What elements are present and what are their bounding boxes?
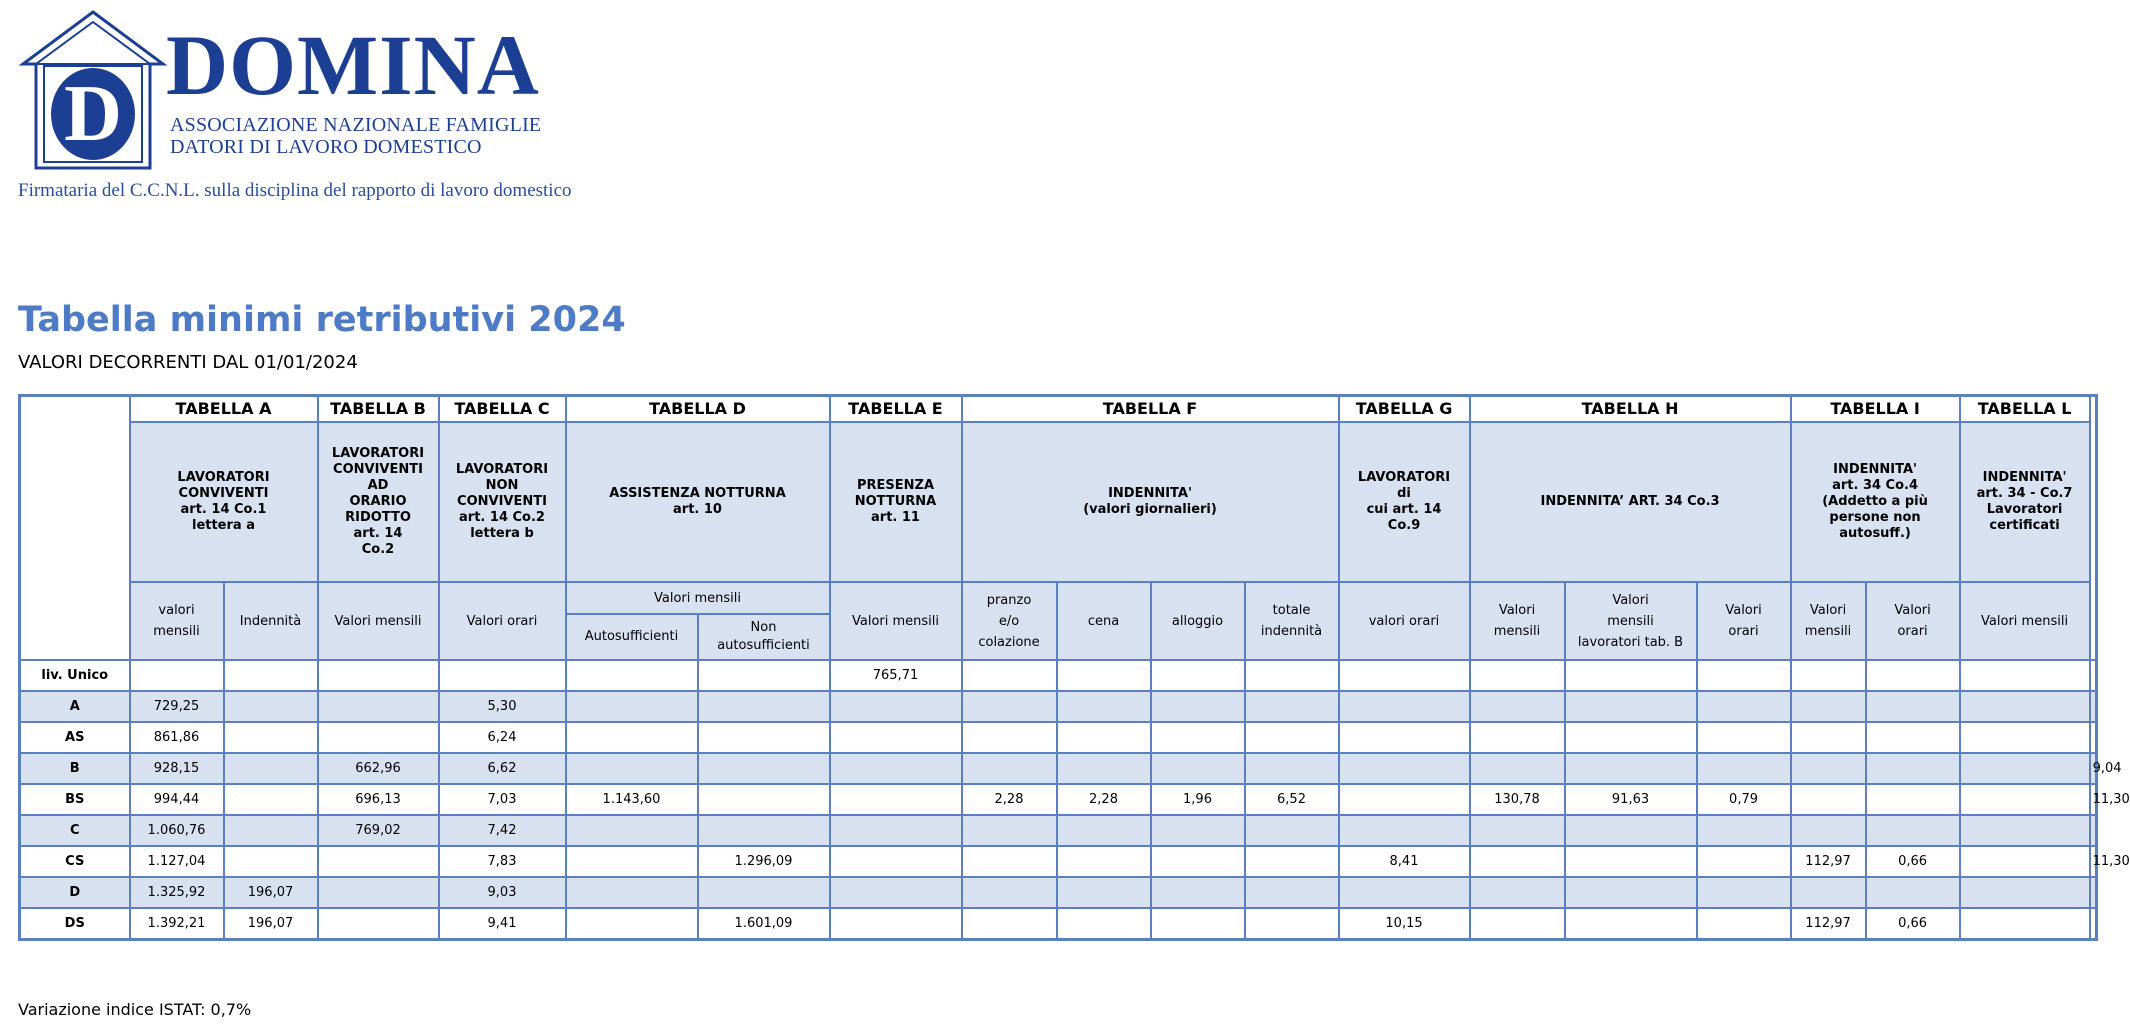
corner-cell <box>20 396 130 661</box>
table-cell <box>1245 815 1339 846</box>
group-header: TABELLA H <box>1470 396 1791 423</box>
table-cell <box>830 722 962 753</box>
table-row <box>20 846 2097 877</box>
table-cell <box>1960 908 2090 940</box>
table-cell <box>1151 691 1245 722</box>
table-cell <box>1339 815 1470 846</box>
table-cell <box>1565 753 1697 784</box>
table-cell <box>1791 722 1866 753</box>
table-cell <box>318 722 439 753</box>
table-cell: 662,96 <box>318 753 439 784</box>
column-header: Valori mensili <box>1960 582 2090 660</box>
table-cell <box>1565 908 1697 940</box>
group-header: TABELLA F <box>962 396 1339 423</box>
column-header: Valori orari <box>439 582 566 660</box>
table-cell <box>1151 722 1245 753</box>
wage-table <box>18 394 2130 941</box>
table-cell <box>1151 877 1245 908</box>
table-cell: 5,30 <box>439 691 566 722</box>
table-cell <box>962 846 1057 877</box>
table-cell: 7,83 <box>439 846 566 877</box>
column-header: Valori orari <box>1866 582 1960 660</box>
table-cell <box>1565 691 1697 722</box>
table-cell <box>2090 722 2097 753</box>
table-cell <box>830 691 962 722</box>
column-header: pranzo e/o colazione <box>962 582 1057 660</box>
table-cell <box>2090 691 2097 722</box>
table-cell <box>224 753 318 784</box>
table-cell <box>566 877 698 908</box>
table-cell: 6,24 <box>439 722 566 753</box>
table-cell <box>1470 846 1565 877</box>
table-cell <box>318 691 439 722</box>
table-cell <box>962 660 1057 691</box>
table-cell <box>1565 877 1697 908</box>
table-cell <box>1866 691 1960 722</box>
table-cell <box>566 815 698 846</box>
table-cell <box>1245 846 1339 877</box>
table-cell: 7,03 <box>439 784 566 815</box>
table-cell <box>1960 722 2090 753</box>
table-cell <box>830 815 962 846</box>
table-cell <box>224 815 318 846</box>
table-cell <box>1151 846 1245 877</box>
brand-line-1: ASSOCIAZIONE NAZIONALE FAMIGLIE <box>170 114 542 136</box>
table-cell <box>1339 691 1470 722</box>
table-cell <box>698 722 830 753</box>
row-level: A <box>20 691 130 722</box>
column-header: Valori mensili <box>566 582 830 614</box>
table-cell: 196,07 <box>224 877 318 908</box>
table-cell <box>566 753 698 784</box>
table-cell <box>1565 846 1697 877</box>
table-cell <box>224 846 318 877</box>
group-description: INDENNITA’ ART. 34 Co.3 <box>1470 422 1791 582</box>
table-cell: 1.325,92 <box>130 877 224 908</box>
group-header: TABELLA G <box>1339 396 1470 423</box>
table-row <box>20 753 2097 784</box>
table-cell <box>1245 908 1339 940</box>
table-cell <box>1697 753 1791 784</box>
group-header: TABELLA A <box>130 396 318 423</box>
table-cell <box>1697 722 1791 753</box>
group-description: PRESENZA NOTTURNA art. 11 <box>830 422 962 582</box>
table-cell <box>1866 815 1960 846</box>
group-header-row <box>20 396 2097 423</box>
table-cell <box>1866 660 1960 691</box>
table-cell <box>318 660 439 691</box>
table-cell: 8,41 <box>1339 846 1470 877</box>
column-header: Valori mensili <box>1470 582 1565 660</box>
table-row <box>20 784 2097 815</box>
column-header: Indennità <box>224 582 318 660</box>
table-cell: 10,15 <box>1339 908 1470 940</box>
group-description: INDENNITA' art. 34 Co.4 (Addetto a più persone non autosuff.) <box>1791 422 1960 582</box>
subheader-row <box>20 582 2097 614</box>
table-cell <box>1057 846 1151 877</box>
table-cell: 928,15 <box>130 753 224 784</box>
table-cell: 9,04 <box>2090 753 2097 784</box>
table-cell: 9,03 <box>439 877 566 908</box>
table-cell: 1.392,21 <box>130 908 224 940</box>
table-cell <box>962 877 1057 908</box>
table-cell: 994,44 <box>130 784 224 815</box>
group-description: ASSISTENZA NOTTURNA art. 10 <box>566 422 830 582</box>
table-cell <box>1057 753 1151 784</box>
table-cell: 130,78 <box>1470 784 1565 815</box>
table-cell <box>1245 660 1339 691</box>
table-cell <box>962 722 1057 753</box>
table-cell <box>1866 877 1960 908</box>
column-header: valori mensili <box>130 582 224 660</box>
table-cell: 7,42 <box>439 815 566 846</box>
row-level: D <box>20 877 130 908</box>
table-cell <box>1697 846 1791 877</box>
table-cell <box>1470 660 1565 691</box>
table-cell <box>566 846 698 877</box>
table-cell: 1.060,76 <box>130 815 224 846</box>
brand-line-2: DATORI DI LAVORO DOMESTICO <box>170 136 482 158</box>
table-cell <box>1791 660 1866 691</box>
table-cell: 6,52 <box>1245 784 1339 815</box>
table-cell: 112,97 <box>1791 846 1866 877</box>
table-cell <box>1960 846 2090 877</box>
row-level: CS <box>20 846 130 877</box>
table-cell <box>1245 877 1339 908</box>
table-cell: 2,28 <box>962 784 1057 815</box>
table-cell <box>130 660 224 691</box>
table-row <box>20 691 2097 722</box>
table-cell: 91,63 <box>1565 784 1697 815</box>
table-cell: 0,66 <box>1866 908 1960 940</box>
table-row <box>20 722 2097 753</box>
table-cell <box>566 722 698 753</box>
group-description: INDENNITA' art. 34 - Co.7 Lavoratori certificati <box>1960 422 2090 582</box>
table-row <box>20 877 2097 908</box>
table-cell: 1.143,60 <box>566 784 698 815</box>
table-cell <box>1339 660 1470 691</box>
table-cell <box>1470 722 1565 753</box>
table-cell <box>1057 722 1151 753</box>
table-cell <box>1960 815 2090 846</box>
table-cell: 9,41 <box>439 908 566 940</box>
table-cell: 861,86 <box>130 722 224 753</box>
table-cell <box>1960 753 2090 784</box>
table-cell <box>1339 722 1470 753</box>
table-cell <box>1565 722 1697 753</box>
table-cell <box>1470 753 1565 784</box>
table-cell <box>698 877 830 908</box>
row-level: B <box>20 753 130 784</box>
table-cell: 765,71 <box>830 660 962 691</box>
group-header: TABELLA C <box>439 396 566 423</box>
table-cell: 1.127,04 <box>130 846 224 877</box>
column-header: Non autosufficienti <box>698 614 830 660</box>
table-cell <box>830 877 962 908</box>
table-cell <box>1057 908 1151 940</box>
table-cell <box>1151 753 1245 784</box>
table-cell <box>962 908 1057 940</box>
table-cell: 1,96 <box>1151 784 1245 815</box>
table-cell: 0,79 <box>1697 784 1791 815</box>
table-cell <box>1697 691 1791 722</box>
table-cell <box>698 691 830 722</box>
table-cell <box>318 877 439 908</box>
table-cell <box>1791 753 1866 784</box>
table-cell <box>1339 877 1470 908</box>
table-cell <box>1565 815 1697 846</box>
group-description: LAVORATORI NON CONVIVENTI art. 14 Co.2 lettera b <box>439 422 566 582</box>
table-cell <box>439 660 566 691</box>
table-cell <box>698 753 830 784</box>
group-description: INDENNITA' (valori giornalieri) <box>962 422 1339 582</box>
table-cell: 1.296,09 <box>698 846 830 877</box>
table-cell <box>1057 815 1151 846</box>
group-header: TABELLA D <box>566 396 830 423</box>
table-cell <box>1697 815 1791 846</box>
table-cell: 769,02 <box>318 815 439 846</box>
table-cell <box>1057 691 1151 722</box>
table-cell <box>1470 815 1565 846</box>
istat-note: Variazione indice ISTAT: 0,7% <box>18 1000 252 1019</box>
description-header-row <box>20 422 2097 582</box>
group-description: LAVORATORI di cui art. 14 Co.9 <box>1339 422 1470 582</box>
table-cell <box>830 753 962 784</box>
table-body <box>20 660 2130 940</box>
table-cell <box>1151 660 1245 691</box>
table-cell <box>1339 753 1470 784</box>
table-cell <box>1565 660 1697 691</box>
table-cell <box>1697 660 1791 691</box>
table-cell <box>566 908 698 940</box>
table-cell <box>830 846 962 877</box>
table-cell <box>1791 784 1866 815</box>
table-cell <box>1245 691 1339 722</box>
table-cell <box>2090 660 2097 691</box>
table-cell <box>1470 691 1565 722</box>
table-cell: 729,25 <box>130 691 224 722</box>
table-cell <box>1791 815 1866 846</box>
table-cell <box>1057 877 1151 908</box>
table-cell: 6,62 <box>439 753 566 784</box>
table-cell <box>1791 877 1866 908</box>
page-title: Tabella minimi retributivi 2024 <box>18 300 626 340</box>
table-cell <box>830 784 962 815</box>
table-row <box>20 908 2097 940</box>
table-cell <box>224 660 318 691</box>
table-cell <box>962 815 1057 846</box>
row-level: liv. Unico <box>20 660 130 691</box>
table-cell <box>1151 815 1245 846</box>
table-cell: 2,28 <box>1057 784 1151 815</box>
table-cell: 0,66 <box>1866 846 1960 877</box>
table-cell <box>1245 753 1339 784</box>
table-cell <box>1866 784 1960 815</box>
column-header: totale indennità <box>1245 582 1339 660</box>
table-cell <box>698 815 830 846</box>
row-level: AS <box>20 722 130 753</box>
table-cell <box>1960 691 2090 722</box>
table-cell <box>698 784 830 815</box>
table-cell <box>962 753 1057 784</box>
table-cell <box>698 660 830 691</box>
table-cell <box>1470 908 1565 940</box>
row-level: C <box>20 815 130 846</box>
table-row <box>20 660 2097 691</box>
group-header: TABELLA I <box>1791 396 1960 423</box>
table-cell <box>2090 877 2097 908</box>
row-level: DS <box>20 908 130 940</box>
group-header: TABELLA B <box>318 396 439 423</box>
table-cell <box>1960 784 2090 815</box>
column-header: Autosufficienti <box>566 614 698 660</box>
column-header: alloggio <box>1151 582 1245 660</box>
table-cell <box>566 660 698 691</box>
table-cell <box>224 784 318 815</box>
column-header: Valori mensili <box>830 582 962 660</box>
domina-logo <box>18 8 578 208</box>
table-cell <box>318 846 439 877</box>
table-cell <box>318 908 439 940</box>
table-cell <box>1866 722 1960 753</box>
table-cell <box>1151 908 1245 940</box>
table-cell <box>1960 660 2090 691</box>
group-description: LAVORATORI CONVIVENTI art. 14 Co.1 lettera a <box>130 422 318 582</box>
table-cell <box>1470 877 1565 908</box>
table-cell <box>224 691 318 722</box>
column-header: valori orari <box>1339 582 1470 660</box>
column-header: Valori orari <box>1697 582 1791 660</box>
column-header: Valori mensili <box>318 582 439 660</box>
table-cell <box>962 691 1057 722</box>
column-header: Valori mensili lavoratori tab. B <box>1565 582 1697 660</box>
page-subtitle: VALORI DECORRENTI DAL 01/01/2024 <box>18 352 358 373</box>
table-cell: 196,07 <box>224 908 318 940</box>
table-cell <box>1697 908 1791 940</box>
group-header: TABELLA E <box>830 396 962 423</box>
row-level: BS <box>20 784 130 815</box>
group-description: LAVORATORI CONVIVENTI AD ORARIO RIDOTTO art. 14 Co.2 <box>318 422 439 582</box>
table-cell <box>2090 908 2097 940</box>
group-header: TABELLA L <box>1960 396 2090 423</box>
table-row <box>20 815 2097 846</box>
table-cell <box>1791 691 1866 722</box>
table-cell: 11,30 <box>2090 846 2097 877</box>
table-cell <box>1057 660 1151 691</box>
column-header: cena <box>1057 582 1151 660</box>
table-cell <box>830 908 962 940</box>
table-cell <box>1697 877 1791 908</box>
svg-text:D: D <box>64 70 122 158</box>
table-cell <box>2090 815 2097 846</box>
table-cell: 112,97 <box>1791 908 1866 940</box>
table-cell: 1.601,09 <box>698 908 830 940</box>
brand-name: DOMINA <box>166 17 540 113</box>
domina-house-emblem <box>18 8 168 176</box>
brand-tagline: Firmataria del C.C.N.L. sulla disciplina del rapporto di lavoro domestico <box>18 180 572 201</box>
table-cell: 696,13 <box>318 784 439 815</box>
table-cell <box>1960 877 2090 908</box>
table-cell <box>224 722 318 753</box>
table-cell <box>1245 722 1339 753</box>
column-header: Valori mensili <box>1791 582 1866 660</box>
table-cell <box>566 691 698 722</box>
table-cell <box>1866 753 1960 784</box>
table-cell <box>1339 784 1470 815</box>
table-cell: 11,30 <box>2090 784 2097 815</box>
